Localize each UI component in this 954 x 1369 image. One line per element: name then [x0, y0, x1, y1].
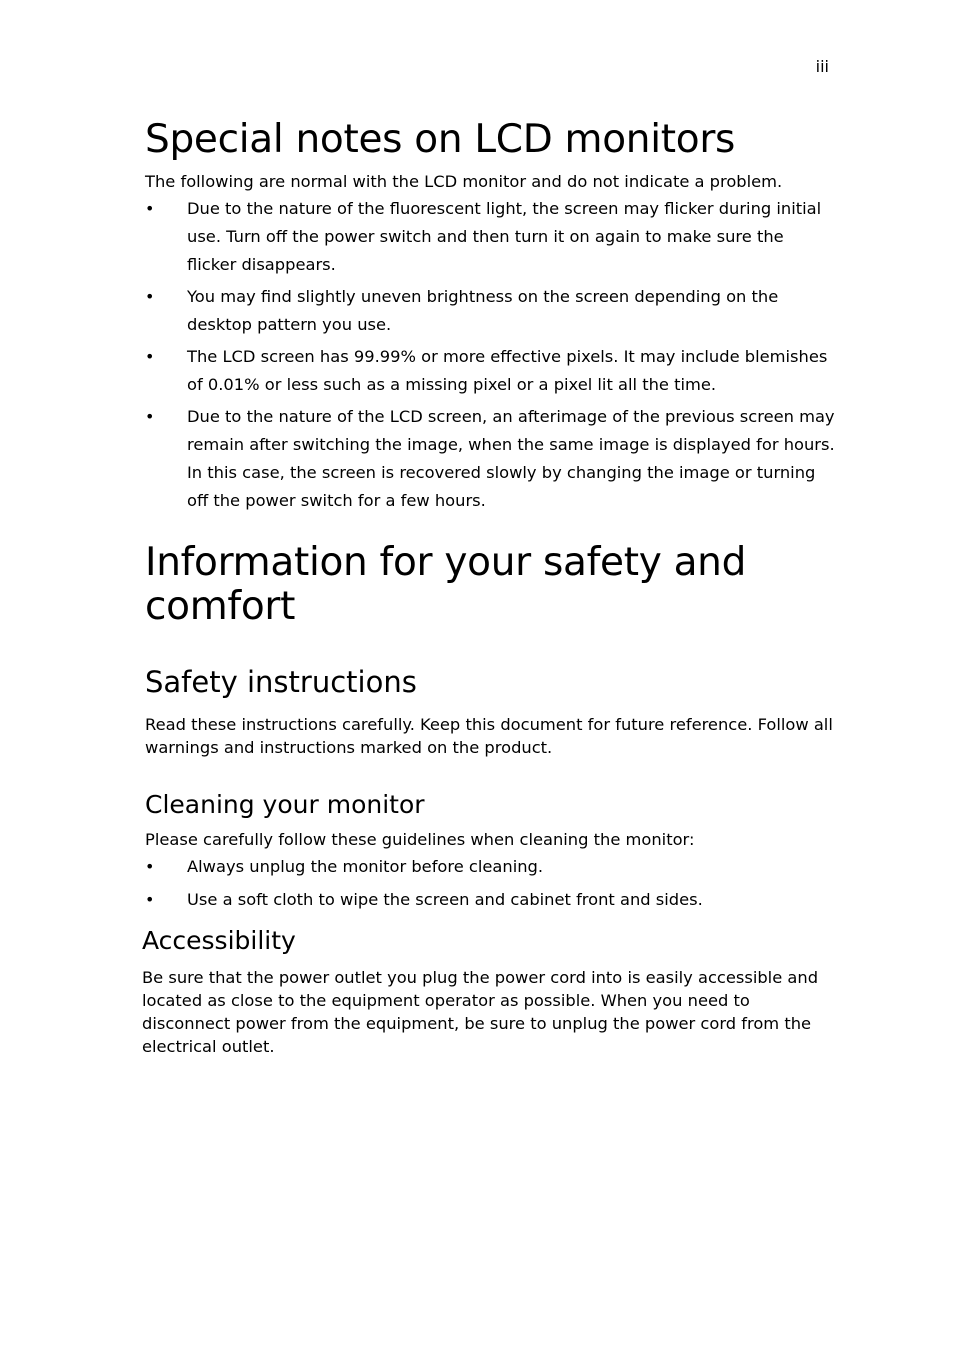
list-item	[145, 195, 835, 279]
list-item-text: You may find slightly uneven brightness on the screen depending on the desktop pattern you use.	[187, 287, 779, 334]
bullet-icon: •	[145, 407, 155, 426]
bullet-icon: •	[145, 857, 155, 876]
list-item	[145, 403, 835, 515]
document-content	[142, 117, 835, 1058]
page-number: iii	[815, 57, 829, 76]
subsection-title-cleaning: Cleaning your monitor	[145, 790, 425, 819]
cleaning-intro: Please carefully follow these guidelines when cleaning the monitor:	[145, 830, 695, 849]
list-item-text: The LCD screen has 99.99% or more effective pixels. It may include blemishes of 0.01% or less such as a missing pixel or a pixel lit all the time.	[187, 347, 828, 394]
list-item	[145, 343, 835, 399]
section-title-safety-comfort: Information for your safety and comfort	[145, 540, 747, 629]
subsection-title-safety-instructions: Safety instructions	[145, 665, 417, 699]
list-item-text: Use a soft cloth to wipe the screen and cabinet front and sides.	[187, 890, 703, 909]
bullet-icon: •	[145, 347, 155, 366]
lcd-notes-list	[145, 195, 835, 515]
list-item	[145, 886, 835, 914]
cleaning-list	[145, 853, 835, 914]
list-item	[145, 283, 835, 339]
list-item-text: Due to the nature of the fluorescent light, the screen may flicker during initial use. Turn off the power switch and then turn it on again to make sure the flicker disappears.	[187, 199, 822, 274]
bullet-icon: •	[145, 199, 155, 218]
list-item	[145, 853, 835, 881]
section-title-lcd-notes: Special notes on LCD monitors	[145, 117, 736, 162]
bullet-icon: •	[145, 287, 155, 306]
safety-instructions-paragraph: Read these instructions carefully. Keep this document for future reference. Follow all warnings and instructions marked on the product.	[145, 715, 833, 757]
list-item-text: Due to the nature of the LCD screen, an afterimage of the previous screen may remain after switching the image, when the same image is displayed for hours. In this case, the screen is recovered slowly by changing the image or turning off the power switch for a few hours.	[187, 407, 835, 510]
bullet-icon: •	[145, 890, 155, 909]
list-item-text: Always unplug the monitor before cleaning.	[187, 857, 544, 876]
lcd-notes-intro: The following are normal with the LCD monitor and do not indicate a problem.	[145, 172, 783, 191]
accessibility-paragraph: Be sure that the power outlet you plug the power cord into is easily accessible and located as close to the equipment operator as possible. When you need to disconnect power from the equipment, be sure to unplug the power cord from the electrical outlet.	[142, 968, 819, 1056]
subsection-title-accessibility: Accessibility	[142, 926, 296, 955]
